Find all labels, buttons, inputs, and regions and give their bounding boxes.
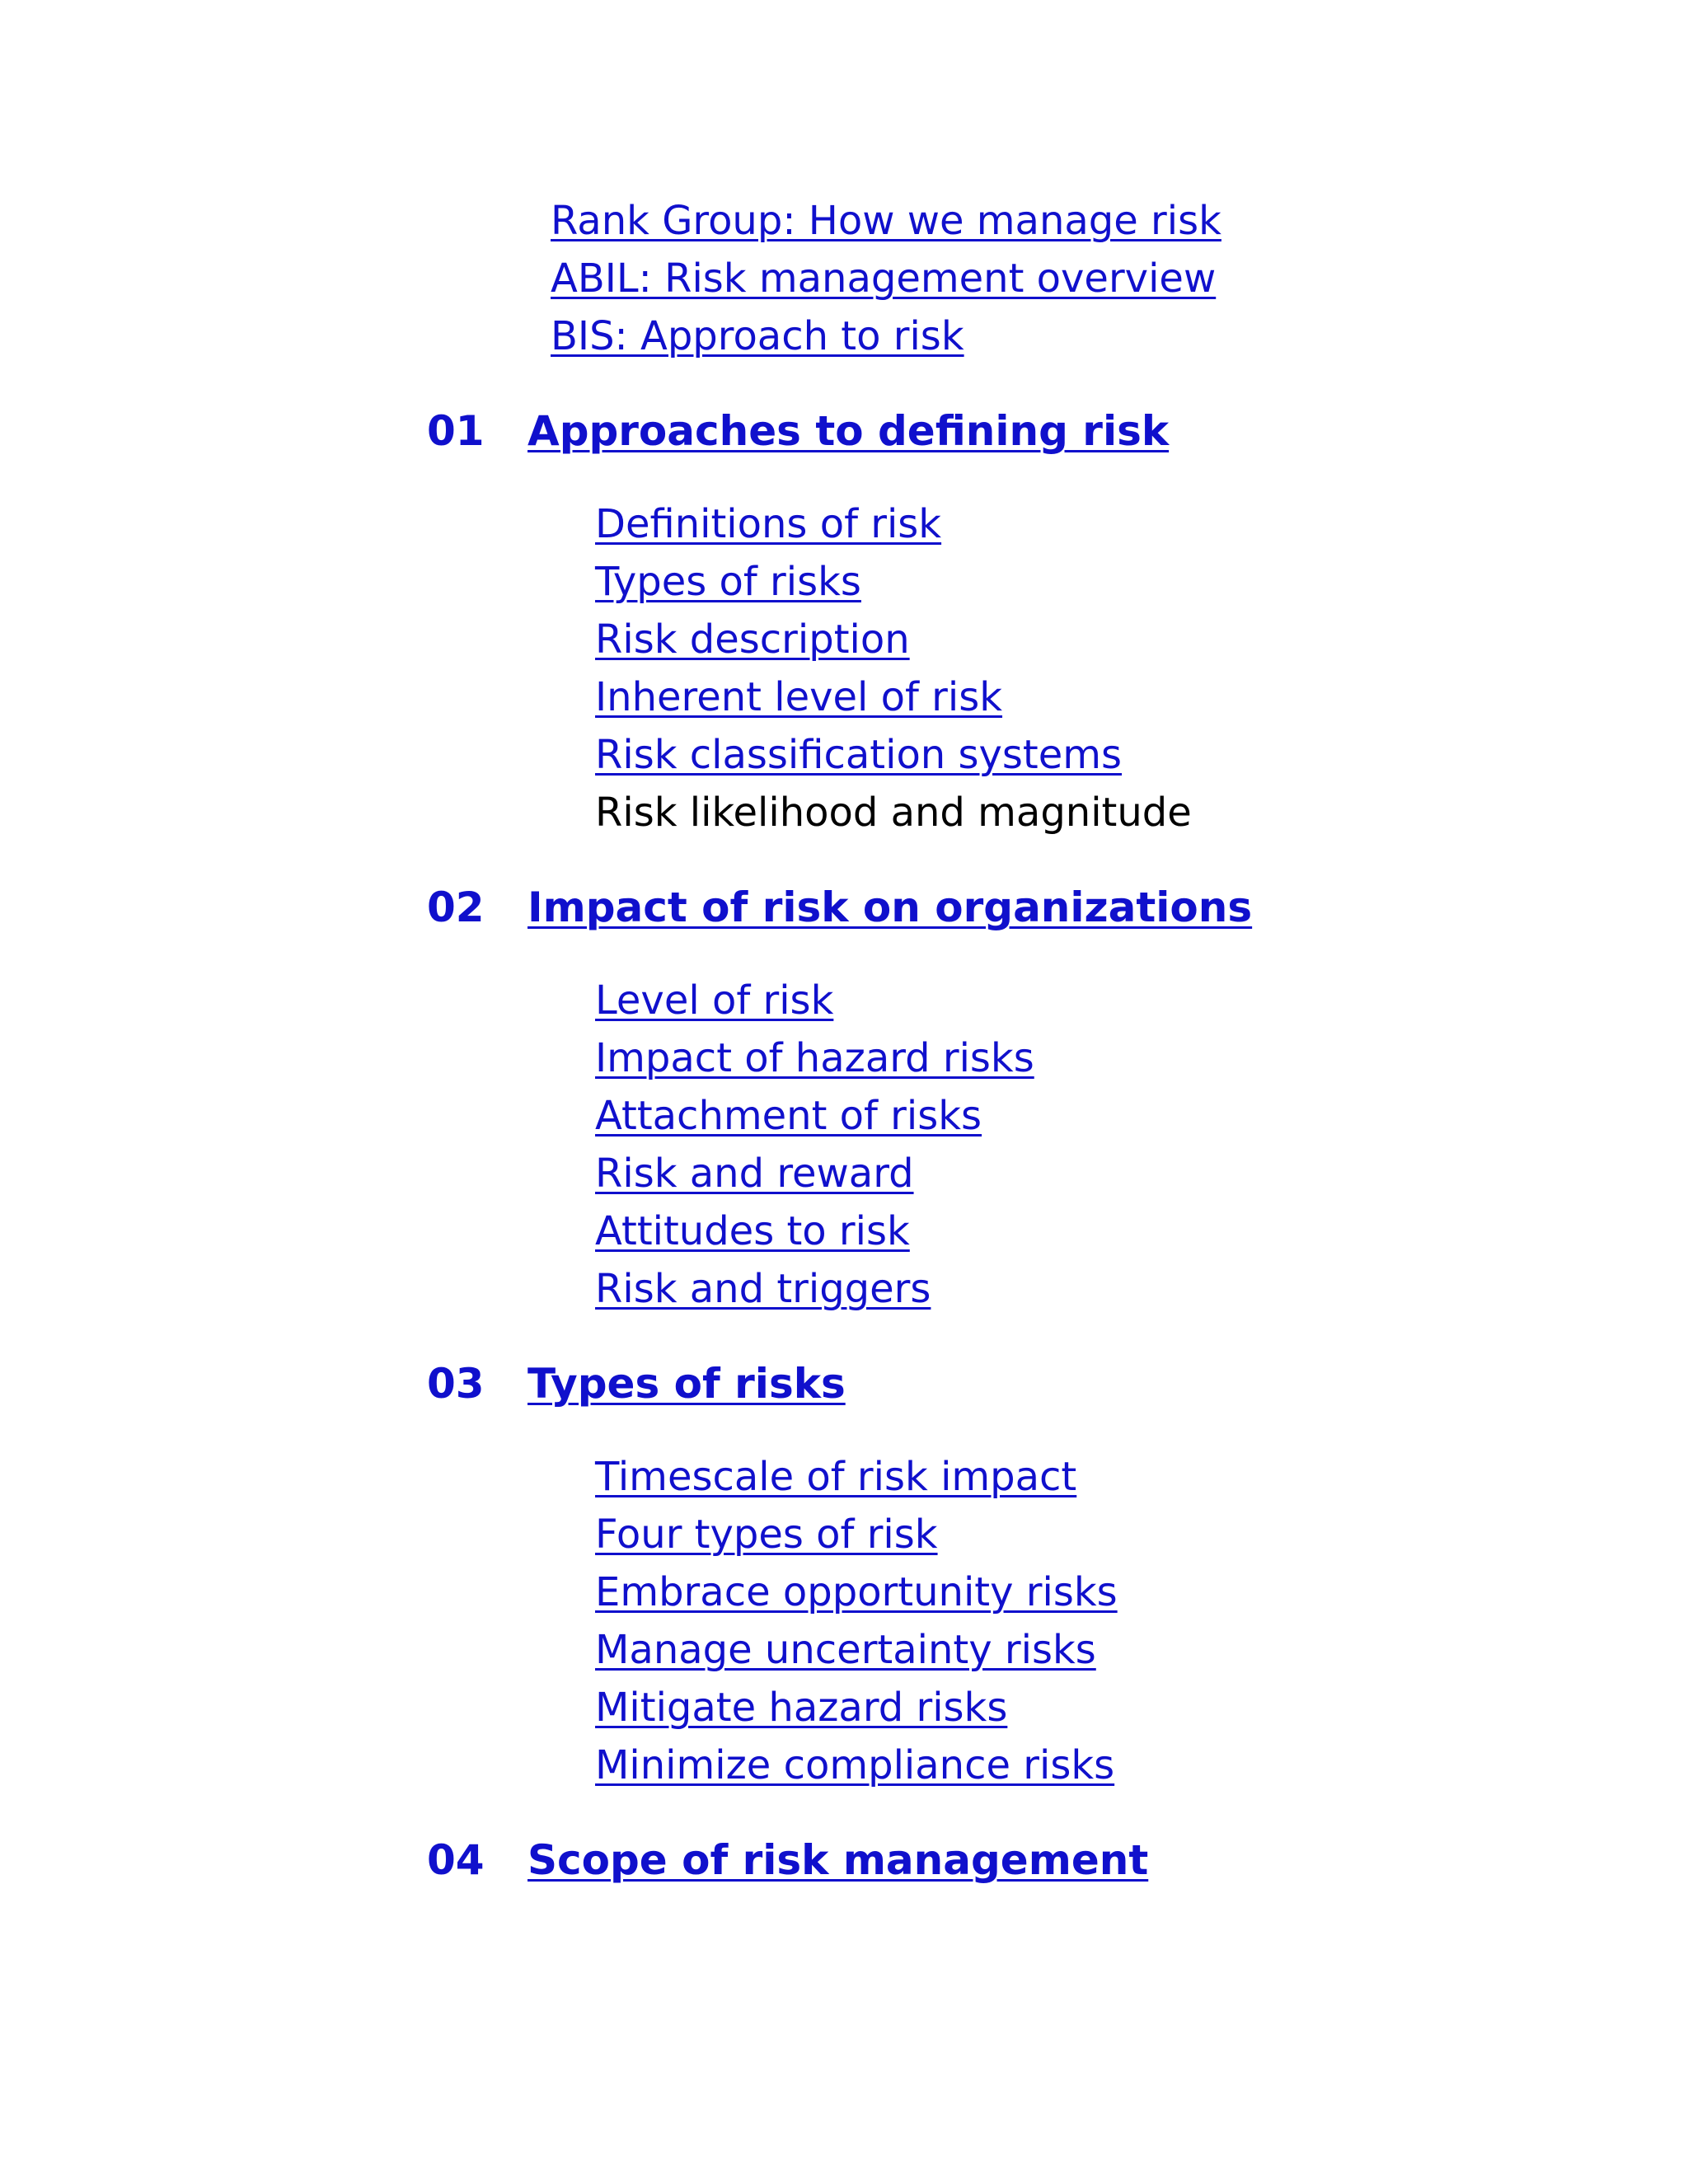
section-number: 02 (427, 883, 485, 931)
section-title: Approaches to defining risk (528, 407, 1170, 455)
toc-item-timescale-of-risk-impact[interactable]: Timescale of risk impact (595, 1454, 1077, 1500)
section-02-heading[interactable] (427, 883, 1253, 931)
toc-item-attitudes-to-risk[interactable]: Attitudes to risk (595, 1208, 910, 1254)
toc-item-inherent-level-of-risk[interactable]: Inherent level of risk (595, 674, 1003, 720)
section-number: 01 (427, 407, 485, 455)
section-number: 03 (427, 1360, 485, 1408)
toc-item-mitigate-hazard-risks[interactable]: Mitigate hazard risks (595, 1685, 1008, 1731)
toc-item-types-of-risks[interactable]: Types of risks (595, 559, 861, 605)
toc-item-attachment-of-risks[interactable]: Attachment of risks (595, 1093, 982, 1139)
section-number: 04 (427, 1836, 485, 1884)
toc-item-level-of-risk[interactable]: Level of risk (595, 977, 834, 1024)
section-title: Scope of risk management (528, 1836, 1149, 1884)
link-bis[interactable]: BIS: Approach to risk (551, 313, 964, 359)
section-04-heading[interactable] (427, 1836, 1149, 1884)
toc-item-manage-uncertainty-risks[interactable]: Manage uncertainty risks (595, 1627, 1096, 1673)
toc-item-four-types-of-risk[interactable]: Four types of risk (595, 1511, 938, 1558)
section-title: Impact of risk on organizations (528, 883, 1253, 931)
section-title: Types of risks (528, 1360, 846, 1408)
toc-item-impact-of-hazard-risks[interactable]: Impact of hazard risks (595, 1035, 1034, 1081)
section-01-heading[interactable] (427, 407, 1170, 455)
section-03-heading[interactable] (427, 1360, 846, 1408)
toc-item-definitions-of-risk[interactable]: Definitions of risk (595, 501, 942, 547)
toc-item-risk-likelihood-and-magnitude: Risk likelihood and magnitude (595, 790, 1192, 836)
link-abil[interactable]: ABIL: Risk management overview (551, 255, 1217, 302)
toc-item-risk-and-reward[interactable]: Risk and reward (595, 1151, 914, 1197)
toc-item-risk-and-triggers[interactable]: Risk and triggers (595, 1266, 931, 1312)
toc-item-embrace-opportunity-risks[interactable]: Embrace opportunity risks (595, 1569, 1118, 1615)
toc-item-risk-description[interactable]: Risk description (595, 616, 910, 663)
toc-item-minimize-compliance-risks[interactable]: Minimize compliance risks (595, 1742, 1115, 1788)
toc-item-risk-classification-systems[interactable]: Risk classification systems (595, 732, 1123, 778)
link-rank-group[interactable]: Rank Group: How we manage risk (551, 198, 1221, 244)
